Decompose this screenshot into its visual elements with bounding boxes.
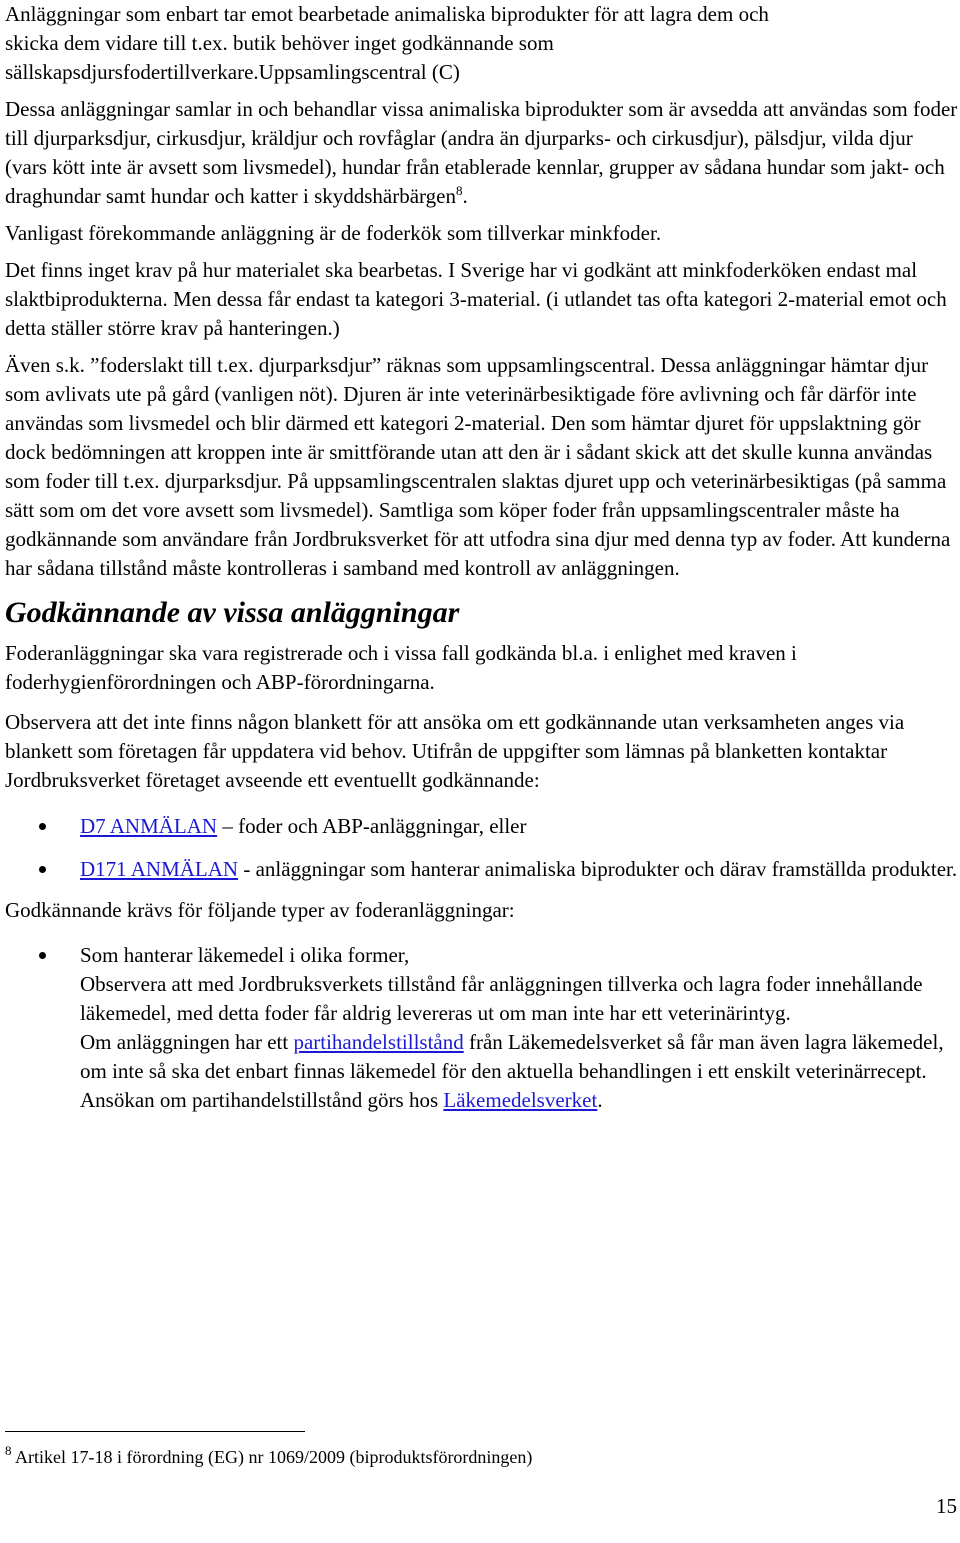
bullet-icon bbox=[39, 823, 46, 830]
form-list bbox=[5, 812, 960, 884]
footnote bbox=[5, 1445, 532, 1469]
list-item-end: . bbox=[597, 1088, 603, 1112]
section-heading: Godkännande av vissa anläggningar bbox=[5, 596, 460, 629]
intro-line-1: Anläggningar som enbart tar emot bearbetade animaliska biprodukter för att lagra dem och bbox=[5, 2, 769, 26]
requirement-list bbox=[5, 941, 960, 1115]
paragraph-registrering: Foderanläggningar ska vara registrerade och i vissa fall godkända bl.a. i enlighet med kraven i foderhygienförordningen och ABP-förordningarna. bbox=[5, 641, 797, 694]
paragraph-end: . bbox=[462, 184, 468, 208]
d171-anmalan-link[interactable]: D171 ANMÄLAN bbox=[80, 857, 239, 881]
paragraph-blankett: Observera att det inte finns någon blankett för att ansöka om ett godkännande utan verksamheten anges via blankett som företagen får uppdatera vid behov. Utifrån de uppgifter som lämnas på blanketten kontaktar Jordbruksverket företaget avseende ett eventuellt godkännande: bbox=[5, 710, 905, 792]
list-item bbox=[5, 812, 960, 841]
footnote-text: Artikel 17-18 i förordning (EG) nr 1069/2009 (biproduktsförordningen) bbox=[11, 1447, 533, 1467]
document-page bbox=[5, 0, 960, 1115]
list-item-note: Observera att med Jordbruksverkets tillstånd får anläggningen tillverka och lagra foder innehållande läkemedel, med detta foder får aldrig levereras ut om man inte har ett veterinärintyg. bbox=[80, 972, 923, 1025]
partihandelstillstand-link[interactable]: partihandelstillstånd bbox=[293, 1030, 464, 1054]
paragraph-minkfoder: Vanligast förekommande anläggning är de foderkök som tillverkar minkfoder. bbox=[5, 221, 662, 245]
paragraph-godkannande-kravs: Godkännande krävs för följande typer av foderanläggningar: bbox=[5, 898, 515, 922]
intro-line-2: skicka dem vidare till t.ex. butik behöver inget godkännande som bbox=[5, 31, 554, 55]
d7-anmalan-link[interactable]: D7 ANMÄLAN bbox=[80, 814, 218, 838]
list-item bbox=[5, 855, 960, 884]
page-number: 15 bbox=[936, 1494, 957, 1518]
footnote-divider bbox=[5, 1431, 305, 1432]
paragraph-uppsamlingscentral bbox=[5, 95, 960, 211]
list-item-text: från Läkemedelsverket så får man även lagra läkemedel, om inte så ska det enbart finnas läkemedel för den aktuella behandlingen i ett enskilt veterinärrecept. Ansökan om partihandelstillstånd görs hos bbox=[80, 1030, 944, 1112]
paragraph-text: Dessa anläggningar samlar in och behandlar vissa animaliska biprodukter som är avsedda att användas som foder till djurparksdjur, cirkusdjur, kräldjur och rovfåglar (andra än djurparks- och cirkusdjur), pälsdjur, vilda djur (vars kött inte är avsett som livsmedel), hundar från etablerade kennlar, grupper av sådana hundar som jakt- och draghundar samt hundar och katter i skyddshärbärgen bbox=[5, 97, 958, 208]
bullet-icon bbox=[39, 952, 46, 959]
list-item-text: – foder och ABP-anläggningar, eller bbox=[217, 814, 527, 838]
bullet-icon bbox=[39, 866, 46, 873]
list-item bbox=[5, 941, 960, 1115]
paragraph-foderslakt: Även s.k. ”foderslakt till t.ex. djurparksdjur” räknas som uppsamlingscentral. Dessa anläggningar hämtar djur som avlivats ute på gård (vanligen nöt). Djuren är inte veterinärbesiktigade före avlivning och får därför inte användas som livsmedel och blir därmed ett kategori 2-material. Den som hämtar djuret för uppslaktning gör dock bedömningen att kroppen inte är smittförande utan att den är i sådant skick att det skulle kunna användas som foder till t.ex. djurparksdjur. På uppsamlingscentralen slaktas djuret upp och veterinärbesiktigas (på samma sätt som om det vore avsett som livsmedel). Samtliga som köper foder från uppsamlingscentraler måste ha godkännande som användare från Jordbruksverket för att utfodra sina djur med denna typ av foder. Att kunderna har sådana tillstånd måste kontrolleras i samband med kontroll av anläggningen. bbox=[5, 353, 951, 580]
intro-line-3: sällskapsdjursfodertillverkare.Uppsamlingscentral (C) bbox=[5, 60, 460, 84]
paragraph-bearbetning: Det finns inget krav på hur materialet ska bearbetas. I Sverige har vi godkänt att minkfoderköken endast mal slaktbiprodukterna. Men dessa får endast ta kategori 3-material. (i utlandet tas ofta kategori 2-material emot och detta ställer större krav på hanteringen.) bbox=[5, 258, 947, 340]
lakemedelsverket-link[interactable]: Läkemedelsverket bbox=[443, 1088, 598, 1112]
list-item-text: - anläggningar som hanterar animaliska biprodukter och därav framställda produkter. bbox=[238, 857, 958, 881]
paragraph-intro bbox=[5, 0, 960, 87]
list-item-title: Som hanterar läkemedel i olika former, bbox=[80, 943, 410, 967]
footnote-number: 8 bbox=[5, 1443, 12, 1458]
footnote-reference[interactable]: 8 bbox=[455, 183, 463, 198]
list-item-text: Om anläggningen har ett bbox=[80, 1030, 294, 1054]
